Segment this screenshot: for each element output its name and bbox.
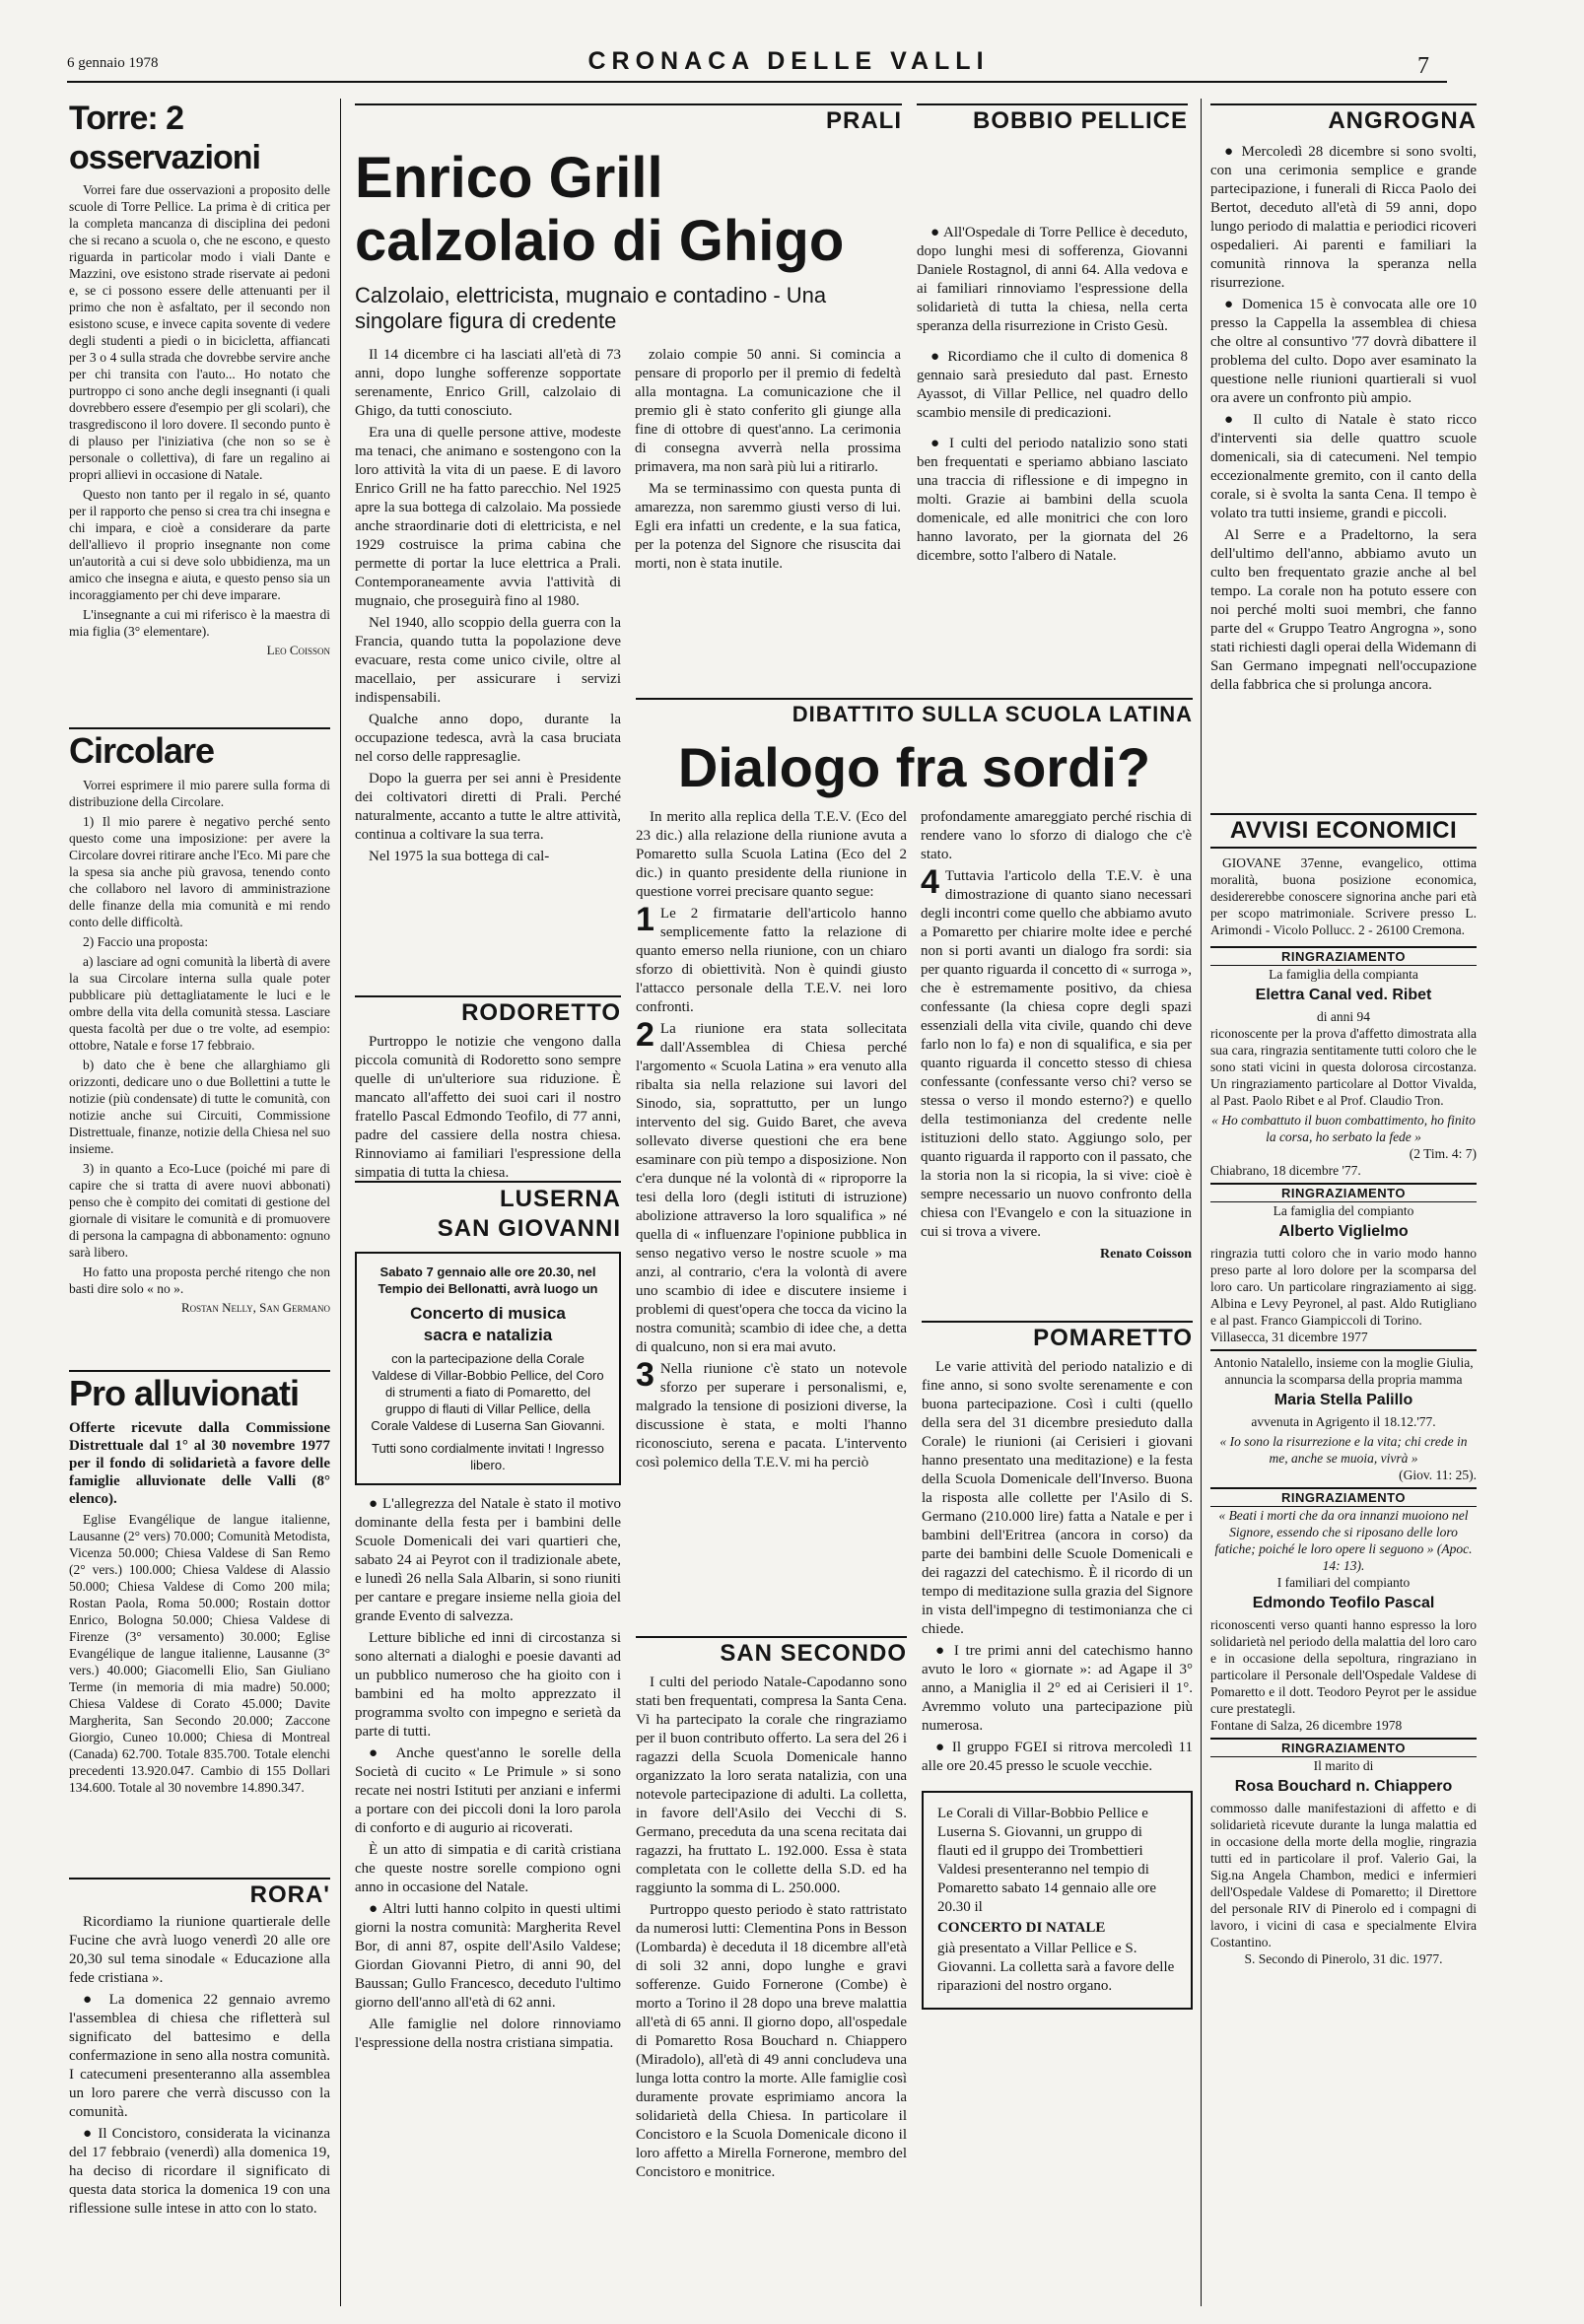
luserna-item: ● Anche quest'anno le sorelle della Società di cucito « Le Primule » si sono recate nei nostri Istituti per anziani e infermi a portare con dei piccoli doni la loro parola di conforto e di augurio ai ricoverati. [355, 1745, 621, 1836]
dibattito-point: 1 Le 2 firmatarie dell'articolo hanno semplicemente fatto la relazione di quanto emerso nella riunione, con un chiaro sforzo di obiettività. Non è quindi giusto l'attacco personale della T.E.V. nei loro confronti. [636, 901, 907, 1015]
pomaretto-article [922, 1321, 1193, 2010]
rora-article [69, 1878, 330, 2221]
concerto-title: sacra e natalizia [423, 1326, 553, 1344]
concerto-details: con la partecipazione della Corale Valdese di Villar-Bobbio Pellice, del Coro di strumenti a fiato di Pomaretto, del gruppo di flauti di Villar Pellice, della Corale Valdese di Luserna San Giovanni. [371, 1351, 605, 1433]
ringraziamento-heading: RINGRAZIAMENTO [1210, 946, 1477, 966]
ringraziamento-heading: RINGRAZIAMENTO [1210, 1487, 1477, 1507]
ringraziamento-place: Villasecca, 31 dicembre 1977 [1210, 1330, 1368, 1344]
pomaretto-item: ● Il gruppo FGEI si ritrova mercoledì 11 alle ore 20.45 presso le scuole vecchie. [922, 1740, 1193, 1774]
san-secondo-article [636, 1636, 907, 2185]
circolare-paragraph: 1) Il mio parere è negativo perché sento questo come una imposizione: per avere la Circolare dovrei ritirare anche l'Eco. Mi pare che la spesa sia anche più gravosa, tenendo conto che collaboro nel lavoro di amministrazione delle finanze della mia comunità e mi rendo conto delle difficoltà. [69, 814, 330, 929]
bobbio-section: BOBBIO PELLICE [917, 103, 1188, 135]
angrogna-item: ● Domenica 15 è convocata alle ore 10 presso la Cappella la assemblea di chiesa che oltre al consuntivo '77 dovrà dibattere il problema del culto. Dopo aver esaminato la questione nelle riunioni quartierali si vuol ora avere un confronto più ampio. [1210, 297, 1477, 406]
angrogna-item: ● Il culto di Natale è stato ricco d'interventi sia delle quattro scuole domenicali, sia di catecumeni. Nel tempio eccezionalmente gremito, con il canto della corale, si è svolta la santa Cena. Il tempo è volato tra tutti insieme, grandi e piccoli. [1210, 412, 1477, 521]
annuncio-body: avvenuta in Agrigento il 18.12.'77. [1251, 1414, 1436, 1429]
prali-subtitle: Calzolaio, elettricista, mugnaio e contadino - Una singolare figura di credente [355, 283, 827, 333]
header-rule [67, 81, 1447, 83]
rodoretto-article [355, 995, 621, 1183]
ringraziamento-name: Elettra Canal ved. Ribet [1255, 987, 1432, 1003]
ringraziamento-body: commosso dalle manifestazioni di affetto e di solidarietà ricevute durante la lunga malattia ed in occasione della morte della moglie, ringrazia tutti ed in particolare il prof. Valerio Gai, la Sig.na Angela Chambon, medici e infermieri dell'Ospedale Valdese di Pomaretto; il Direttore del personale RIV di Pinerolo ed i compagni di lavoro, i vicini di casa e specialmente Elvira Costantino. [1210, 1801, 1477, 1949]
luserna-item: Alle famiglie nel dolore rinnoviamo l'espressione della nostra cristiana simpatia. [355, 2016, 621, 2051]
prali-paragraph: Nel 1940, allo scoppio della guerra con la Francia, quando tutta la popolazione deve evacuare, resta come unico civile, oltre al macellaio, per assicurare i servizi indispensabili. [355, 615, 621, 706]
luserna-item: È un atto di simpatia e di carità cristiana che queste nostre sorelle compiono ogni anno in occasione del Natale. [355, 1842, 621, 1895]
ringraziamento-body: ringrazia tutti coloro che in vario modo hanno preso parte al loro dolore per la scomparsa del loro caro. Un particolare ringraziamento ai sigg. Albina e Levy Peyronel, al past. Aldo Rutigliano e al past. Franco Giampiccoli di Torino. [1210, 1246, 1477, 1328]
dibattito-section: DIBATTITO SULLA SCUOLA LATINA [636, 698, 1193, 727]
bobbio-item: ● Ricordiamo che il culto di domenica 8 gennaio sarà presieduto dal past. Ernesto Ayassot, di Villar Pellice, nel quadro dello scambio mensile di predicazioni. [917, 349, 1188, 421]
ringraziamento-place: S. Secondo di Pinerolo, 31 dic. 1977. [1244, 1951, 1443, 1966]
pro-alluvionati-lead: Offerte ricevute dalla Commissione Distrettuale dal 1° al 30 novembre 1977 per il fondo di solidarietà a favore delle famiglie alluvionate delle Valli (8° elenco). [69, 1420, 330, 1507]
angrogna-item: ● Mercoledì 28 dicembre si sono svolti, con una cerimonia semplice e grande partecipazione, i funerali di Ricca Paolo dei Bertot, deceduto all'età di 59 anni, dopo lungo periodo di malattia e periodici ricoveri ospedalieri. Ai parenti e familiari la comunità rinnova la speranza nella risurrezione. [1210, 144, 1477, 291]
circolare-paragraph: Ho fatto una proposta perché ritengo che non basti dire solo « no ». [69, 1265, 330, 1296]
prali-paragraph: Era una di quelle persone attive, modeste ma tenaci, che animano e sostengono con la loro attività la vita di un paese. E di lavoro Enrico Grill ne ha fatto parecchio. Nel 1925 apre la sua bottega di calzolaio. Ma possiede anche straordinarie doti di elettricista, e nel 1929 costruisce la prima cabina che permette di portar la luce elettrica a Prali. Contemporaneamente avvia l'attività di mugnaio, che proseguirà fino al 1980. [355, 425, 621, 609]
annuncio-quote: « Io sono la risurrezione e la vita; chi crede in me, anche se muoia, vivrà » [1219, 1434, 1468, 1466]
ringraziamento-place: Chiabrano, 18 dicembre '77. [1210, 1163, 1361, 1178]
bobbio-item: ● I culti del periodo natalizio sono stati ben frequentati e speriamo abbiano lasciato una traccia di riflessione e di impegno in molti. Grazie ai bambini della scuola domenicale, ed alle monitrici che con loro hanno lavorato, per la giornata del 26 dicembre, sotto l'albero di Natale. [917, 436, 1188, 564]
rora-section: RORA' [69, 1878, 330, 1909]
san-secondo-section: SAN SECONDO [636, 1636, 907, 1668]
classifieds-column [1210, 813, 1477, 1967]
pro-alluvionati-article [69, 1370, 330, 1796]
page-date: 6 gennaio 1978 [67, 55, 159, 71]
pomaretto-section: POMARETTO [922, 1321, 1193, 1352]
pomaretto-item: ● I tre primi anni del catechismo hanno avuto le loro « giornate »: ad Agape il 3° anno, a Maniglia il 2° ed ai Cerisieri il 1°. Avremmo voluto una partecipazione più numerosa. [922, 1643, 1193, 1734]
circolare-paragraph: a) lasciare ad ogni comunità la libertà di avere la sua Circolare interna sulla quale poter pubblicare più dettagliatamente le luci e le ombre della vita della comunità stessa. Lasciare questa facoltà per due o tre volte, ad esempio: ottobre, Natale e forse 17 febbraio. [69, 954, 330, 1053]
page-number: 7 [1417, 53, 1429, 79]
circolare-paragraph: 2) Faccio una proposta: [83, 934, 209, 949]
concerto-title: Concerto di musica [410, 1304, 566, 1323]
luserna-section: LUSERNA SAN GIOVANNI [355, 1181, 621, 1244]
dibattito-point: 4 Tuttavia l'articolo della T.E.V. è una dimostrazione di quanto siano necessari degli incontri come quello che abbiamo avuto a Pomaretto per chiarire molte idee e perché non si porti avanti un dialogo fra sordi: sia per quanto riguarda il concetto di « surroga », che è estremamente positivo, da chiesa confessante (la chiesa copre degli spazi essenziali della vita civile, quando chi deve farlo non lo fa) e non di squalifica, e sia per quanto riguarda il concetto stesso di chiesa confessante (confessante verso chi? verso se stessa o verso il mondo esterno?) e quello della testimonianza del credente nelle istituzioni dello stato. Aggiungo solo, per quanto riguarda il rapporto con il passato, che la storia non la si ricopia, la si vive: cioè è sempre necessario un nuovo confronto della chiesa con l'Evangelo e con la situazione in cui si trova a vivere. [921, 863, 1192, 1240]
column-rule [340, 99, 341, 2306]
dibattito-title: Dialogo fra sordi? [677, 736, 1151, 798]
masthead: CRONACA DELLE VALLI [587, 47, 990, 75]
prali-paragraph: zolaio compie 50 anni. Si comincia a pensare di proporlo per il premio di fedeltà alla montagna. La comunicazione che il premio gli è stato conferito gli giunge alla fine di ottobre di quest'anno. La cerimonia di consegna avverrà nella prossima primavera, ma non sarà più lui a ritirarlo. [635, 347, 901, 475]
ringraziamento-heading: RINGRAZIAMENTO [1210, 1738, 1477, 1757]
ringraziamento-age: di anni 94 [1317, 1009, 1370, 1024]
rora-paragraph: Ricordiamo la riunione quartierale delle Fucine che avrà luogo venerdì 20 alle ore 20,30 sul tema sinodale « Educazione alla fede cristiana ». [69, 1914, 330, 1986]
concerto-invite: Tutti sono cordialmente invitati ! Ingresso libero. [372, 1441, 604, 1472]
pomaretto-item: Le varie attività del periodo natalizio e di fine anno, si sono svolte serenamente e con buona partecipazione. Così i culti (quello della sera del 31 dicembre presieduto dalla Corale) le riunioni (ai Cerisieri i giovani hanno presentato una meditazione) e la festa della Scuola Domenicale dell'Inverso. Buona la risposta alle collette per l'Asilo di S. Germano (210.000 lire) fatta a Natale e per i bambini dell'Eritrea (ancora in corso) da parte dei bambini delle Scuole Domenicali e dei ragazzi del catechismo. È il ricordo di un tempo di meditazione sulla grazia del Signore in vista dell'impegno di testimonianza che ci chiede. [922, 1359, 1193, 1637]
pro-alluvionati-title: Pro alluvionati [69, 1370, 330, 1415]
torre-paragraph: Questo non tanto per il regalo in sé, quanto per il rapporto che penso si crea tra chi insegna e chi impara, e cioè a considerare da parte dell'allievo il proprio insegnante non come un'autorità a cui si deve solo ubbidienza, ma un amico che insegna e aiuta, e questo penso sia un incoraggiamento per chi deve imparare. [69, 487, 330, 602]
luserna-item: ● Altri lutti hanno colpito in questi ultimi giorni la nostra comunità: Margherita Revel Bor, di anni 87, ospite dell'Asilo Valdese; Giordan Giovanni Pietro, di anni 90, del Baussan; Gullo Francesco, deceduto l'ultimo giorno dell'anno all'età di 62 anni. [355, 1901, 621, 2011]
torre-title: Torre: 2 osservazioni [69, 100, 260, 176]
rodoretto-body: Purtroppo le notizie che vengono dalla piccola comunità di Rodoretto sono sempre quelle di un'ulteriore sua riduzione. È mancato all'affetto dei suoi cari il nostro fratello Pascal Edmondo Teofilo, di 77 anni, padre del cassiere della nostra chiesa. Rinnoviamo ai familiari l'espressione della simpatia di tutta la chiesa. [355, 1034, 621, 1181]
dibattito-intro: In merito alla replica della T.E.V. (Eco del 23 dic.) alla relazione della riunione avuta a Pomaretto sulla Scuola Latina (Eco del 2 dic.) in quanto presidente della riunione in questione vorrei precisare quanto segue: [636, 809, 907, 900]
ringraziamento-intro: Il marito di [1313, 1758, 1374, 1773]
angrogna-item: Al Serre e a Pradeltorno, la sera dell'ultimo dell'anno, abbiamo avuto un culto ben frequentato grazie anche al bel tempo. La corale non ha potuto essere con noi perché molti suoi membri, che fanno parte del « Gruppo Teatro Angrogna », sono stati richiesti dagli operai della Widemann di San Germano impegnati nell'occupazione della fabbrica che si prolunga ancora. [1210, 527, 1477, 693]
dibattito-signature: Renato Coisson [1100, 1247, 1192, 1262]
luserna-article [355, 1181, 621, 2056]
avvisi-text: GIOVANE 37enne, evangelico, ottima moralità, buona posizione economica, desidererebbe conoscere signorina anche pari età per scopo matrimoniale. Scrivere presso L. Arimondi - Vicolo Pollucc. 2 - 26100 Cremona. [1210, 855, 1477, 937]
ringraziamento-quote: « Beati i morti che da ora innanzi muoiono nel Signore, essendo che si riposano delle loro fatiche; poiché le loro opere li seguono » (Apoc. 14: 13). [1214, 1508, 1473, 1573]
concerto-intro: Sabato 7 gennaio alle ore 20.30, nel Tempio dei Bellonatti, avrà luogo un [378, 1265, 598, 1296]
annuncio-name: Maria Stella Palillo [1274, 1392, 1413, 1408]
prali-paragraph: Qualche anno dopo, durante la occupazione tedesca, avrà la casa bruciata nel corso delle rappresaglie. [355, 712, 621, 765]
ringraziamento-intro: La famiglia della compianta [1269, 967, 1418, 982]
prali-title: Enrico Grill calzolaio di Ghigo [355, 146, 845, 273]
prali-paragraph: Il 14 dicembre ci ha lasciati all'età di 73 anni, dopo lunghe sofferenze sopportate serenamente, Enrico Grill, calzolaio di Ghigo, da tutti conosciuto. [355, 347, 621, 419]
dibattito-point: 3 Nella riunione c'è stato un notevole sforzo per superare i personalismi, e, malgrado la tensione di posizioni diverse, la discussione è stata, e molti l'hanno riconosciuto, serena e pacata. L'intervento così polemico della T.E.V. mi ha perciò [636, 1356, 907, 1470]
san-secondo-paragraph: I culti del periodo Natale-Capodanno sono stati ben frequentati, compresa la Santa Cena. Vi ha partecipato la corale che ringraziamo per il buon contributo offerto. La sera del 26 i ragazzi della Scuola Domenicale hanno organizzato la loro serata natalizia, con una notevole partecipazione di adulti. La colletta, in favore dell'Asilo dei Vecchi di S. Germano, preceduta da una scena recitata dai ragazzi, ha fruttato L. 192.000. Essa è stata completata con le collette della S.D. ed ha raggiunto la somma di L. 250.000. [636, 1675, 907, 1896]
prali-paragraph: Ma se terminassimo con questa punta di amarezza, non saremmo giusti verso di lui. Egli era infatti un credente, e la sua fatica, per la potenza del Signore che risuscita dai morti, non è stata inutile. [635, 481, 901, 572]
san-secondo-paragraph: Purtroppo questo periodo è stato rattristato da numerosi lutti: Clementina Pons in Besson (Lombarda) è deceduta il 18 dicembre all'età di soli 32 anni, dopo lunghe e gravi sofferenze. Guido Fornerone (Combe) è morto a Torino il 28 dopo una breve malattia all'età di 65 anni. Il giorno dopo, all'ospedale di Pomaretto Rosa Bouchard n. Chiappero (Miradolo), all'età di 49 anni concludeva una lunga lotta contro la morte. Alle famiglie così duramente provate esprimiamo ancora la solidarietà della Chiesa. In particolare il Concistoro e la Scuola Domenicale dicono il loro affetto a Mirella Fornerone, membro del Concistoro e monitrice. [636, 1902, 907, 2180]
circolare-article [69, 727, 330, 1316]
ringraziamento-block [1210, 1183, 1477, 1345]
ringraziamento-intro: I familiari del compianto [1276, 1575, 1411, 1590]
torre-paragraph: L'insegnante a cui mi riferisco è la maestra di mia figlia (3° elementare). [69, 607, 330, 639]
dibattito-point: profondamente amareggiato perché rischia di rendere vano lo sforzo di dialogo che c'è stato. [921, 809, 1192, 862]
circolare-paragraph: 3) in quanto a Eco-Luce (poiché mi pare di capire che si tratta di avere nuovi abbonati) penso che è compito dei comitati di gestione del giornale di visitare le comunità e di promuovere di persona la campagna di abbonamento: ognuno sarà libero. [69, 1161, 330, 1260]
annuncio-intro: Antonio Natalello, insieme con la moglie Giulia, annuncia la scomparsa della propria mamma [1213, 1355, 1474, 1387]
ringraziamento-body: riconoscenti verso quanti hanno espresso la loro solidarietà nel periodo della malattia del loro caro e in occasione della sepoltura, ringraziano in particolare il Personale dell'Ospedale Valdese di Pomaretto e il dott. Teodoro Peyrot per le assidue cure prestategli. [1210, 1617, 1477, 1716]
concerto-natale-text: Le Corali di Villar-Bobbio Pellice e Luserna S. Giovanni, un gruppo di flauti ed il gruppo dei Trombettieri Valdesi presenteranno nel tempio di Pomaretto sabato 14 gennaio alle ore 20.30 il [937, 1806, 1157, 1915]
torre-paragraph: Vorrei fare due osservazioni a proposito delle scuole di Torre Pellice. La prima è di critica per la completa mancanza di disciplina dei pedoni che si recano a scuola o, che ne escono, e questo riguarda in particolar modo i viali Dante e Mazzini, ove esistono strade riservate ai pedoni e, se ci possono essere delle attenuanti per il primo che non è asfaltato, per il secondo non esistono scuse, e invece capita sovente di vedere degli studenti a piedi o in bicicletta, affiancati per 3 o 4 sulla strada che dovrebbe servire anche per chi transita con l'auto... Ho notato che purtroppo ci sono anche degli insegnanti (i quali dovrebbero essere d'esempio per gli scolari), che trasgrediscono il loro dovere. Il secondo punto è di plauso per l'iniziativa (che non so se è personale o collettiva), di fare un regalino ai propri allievi in occasione di Natale. [69, 182, 330, 482]
ringraziamento-ref: (2 Tim. 4: 7) [1409, 1146, 1477, 1161]
concerto-natale-title: CONCERTO DI NATALE [937, 1920, 1106, 1936]
luserna-item: Letture bibliche ed inni di circostanza si sono alternati a dialoghi e poesie davanti ad un pubblico numeroso che ha gioito con i bambini ed ha molto apprezzato il programma svolto con impegno e serietà da parte di tutti. [355, 1630, 621, 1740]
torre-article [69, 99, 330, 658]
prali-section: PRALI [355, 103, 902, 135]
luserna-item: ● L'allegrezza del Natale è stato il motivo dominante della festa per i bambini delle Scuole Domenicali dei vari quartieri che, sabato 24 ai Peyrot con il tradizionale abete, e lunedì 26 nella Sala Albarin, si sono riuniti per cantare e pregare insieme nella gioia del grande Evento di salvezza. [355, 1496, 621, 1624]
ringraziamento-block [1210, 1738, 1477, 1967]
bobbio-item: ● All'Ospedale di Torre Pellice è deceduto, dopo lunghi mesi di sofferenza, Giovanni Daniele Rostagnol, di anni 64. Alla vedova e ai familiari rinnoviamo l'espressione della solidarietà di tutta la chiesa, nella certa speranza della risurrezione in Cristo Gesù. [917, 225, 1188, 334]
bobbio-article [917, 103, 1188, 569]
ringraziamento-name: Edmondo Teofilo Pascal [1252, 1595, 1435, 1611]
ringraziamento-heading: RINGRAZIAMENTO [1210, 1183, 1477, 1202]
circolare-paragraph: b) dato che è bene che allarghiamo gli orizzonti, dedicare uno o due Bollettini a tutte le notizie (più condensate) di tutte le comunità, con notizie anche sui Circuiti, Commissione Distrettuale, finanze, notizie della Chiesa nel suo insieme. [69, 1058, 330, 1156]
angrogna-section: ANGROGNA [1210, 103, 1477, 135]
rora-paragraph: ● La domenica 22 gennaio avremo l'assemblea di chiesa che rifletterà sul significato del battesimo e della confermazione in seno alla nostra comunità. I catecumeni presenteranno alla assemblea un loro parere che verrà discusso con la comunità. [69, 1992, 330, 2120]
concerto-natale-box [922, 1791, 1193, 2010]
ringraziamento-intro: La famiglia del compianto [1273, 1203, 1414, 1218]
pro-alluvionati-body: Eglise Evangélique de langue italienne, Lausanne (2° vers) 70.000; Comunità Metodista, Vicenza 50.000; Chiesa Valdese di San Remo (2° vers.) 100.000; Chiesa Valdese di Alassio 50.000; Chiesa Valdese di Como 200 mila; Rostan Paola, Roma 50.000; Rostain dottor Enrico, Bologna 50.000; Chiesa Valdese di Firenze (3° versamento) 30.000; Eglise Evangélique de langue italienne, Lausanne (3° vers.) 40.000; Giacomelli Elio, San Giuliano Terme (in memoria di mia madre) 50.000; Chiesa Valdese di Corato 45.000; Davite Margherita, San Secondo 20.000; Zaccone Giorgio, Cuneo 10.000; Chiesa di Montreal (Canada) 62.700. Totale 835.700. Totale elenchi precedenti 13.920.047. Cambio di 155 Dollari 134.600. Totale al 30 novembre 14.890.347. [69, 1512, 330, 1795]
annuncio-block [1210, 1349, 1477, 1483]
angrogna-article [1210, 103, 1477, 698]
ringraziamento-name: Alberto Viglielmo [1278, 1223, 1409, 1240]
ringraziamento-block [1210, 1487, 1477, 1734]
prali-paragraph: Nel 1975 la sua bottega di cal- [369, 849, 550, 864]
circolare-title: Circolare [69, 727, 330, 773]
ringraziamento-name: Rosa Bouchard n. Chiappero [1234, 1778, 1453, 1795]
ringraziamento-block [1210, 946, 1477, 1179]
annuncio-ref: (Giov. 11: 25). [1399, 1468, 1477, 1482]
ringraziamento-place: Fontane di Salza, 26 dicembre 1978 [1210, 1718, 1403, 1733]
circolare-signature: Rostan Nelly, San Germano [180, 1300, 330, 1315]
concerto-natale-after: già presentato a Villar Pellice e S. Giovanni. La colletta sarà a favore delle riparazioni del nostro organo. [937, 1941, 1175, 1994]
torre-signature: Leo Coisson [266, 643, 330, 657]
ringraziamento-body: riconoscente per la prova d'affetto dimostrata alla sua cara, ringrazia sentitamente tutti coloro che le sono stati vicini in questa dolorosa circostanza. Un ringraziamento particolare al Dottor Vivalda, al Past. Paolo Ribet e al Prof. Claudio Tron. [1210, 1026, 1477, 1108]
rora-paragraph: ● Il Concistoro, considerata la vicinanza del 17 febbraio (venerdì) alla domenica 19, ha deciso di ricordare il significato di questa data storica la domenica 19 con una riflessione sulle intese in atto con lo stato. [69, 2126, 330, 2217]
concerto-box [355, 1252, 621, 1485]
circolare-paragraph: Vorrei esprimere il mio parere sulla forma di distribuzione della Circolare. [69, 778, 330, 809]
column-rule [1201, 99, 1202, 2306]
avvisi-title: AVVISI ECONOMICI [1210, 813, 1477, 849]
dibattito-point: 2 La riunione era stata sollecitata dall'Assemblea di Chiesa perché l'argomento « Scuola Latina » era venuto alla ribalta sia nella relazione sui lavori del Sinodo, sia, soprattutto, per un lungo intervento del sig. Guido Baret, che aveva sollevato diverse questioni che era bene esaminare con più tempo a disposizione. Non c'era dunque né la volontà di « riproporre la tesi della loro (degli istituti di istruzione) abolizione attraverso la loro squalifica » né quella di « influenzare l'opinione pubblica in senso negativo verso le nostre scuole » ma anzi, al contrario, c'era la volontà di avere uno scambio di idee e discutere insieme i problemi di quest'opera che tocca da vicino la nostra comunità; scambio di idee che, a detta di qualcuno, non si era mai avuto. [636, 1016, 907, 1355]
prali-paragraph: Dopo la guerra per sei anni è Presidente dei coltivatori diretti di Prali. Perché naturalmente, accanto a tutte le altre attività, continua a coltivare la sua terra. [355, 771, 621, 843]
ringraziamento-quote: « Ho combattuto il buon combattimento, ho finito la corsa, ho serbato la fede » [1211, 1113, 1476, 1144]
rodoretto-section: RODORETTO [355, 995, 621, 1027]
